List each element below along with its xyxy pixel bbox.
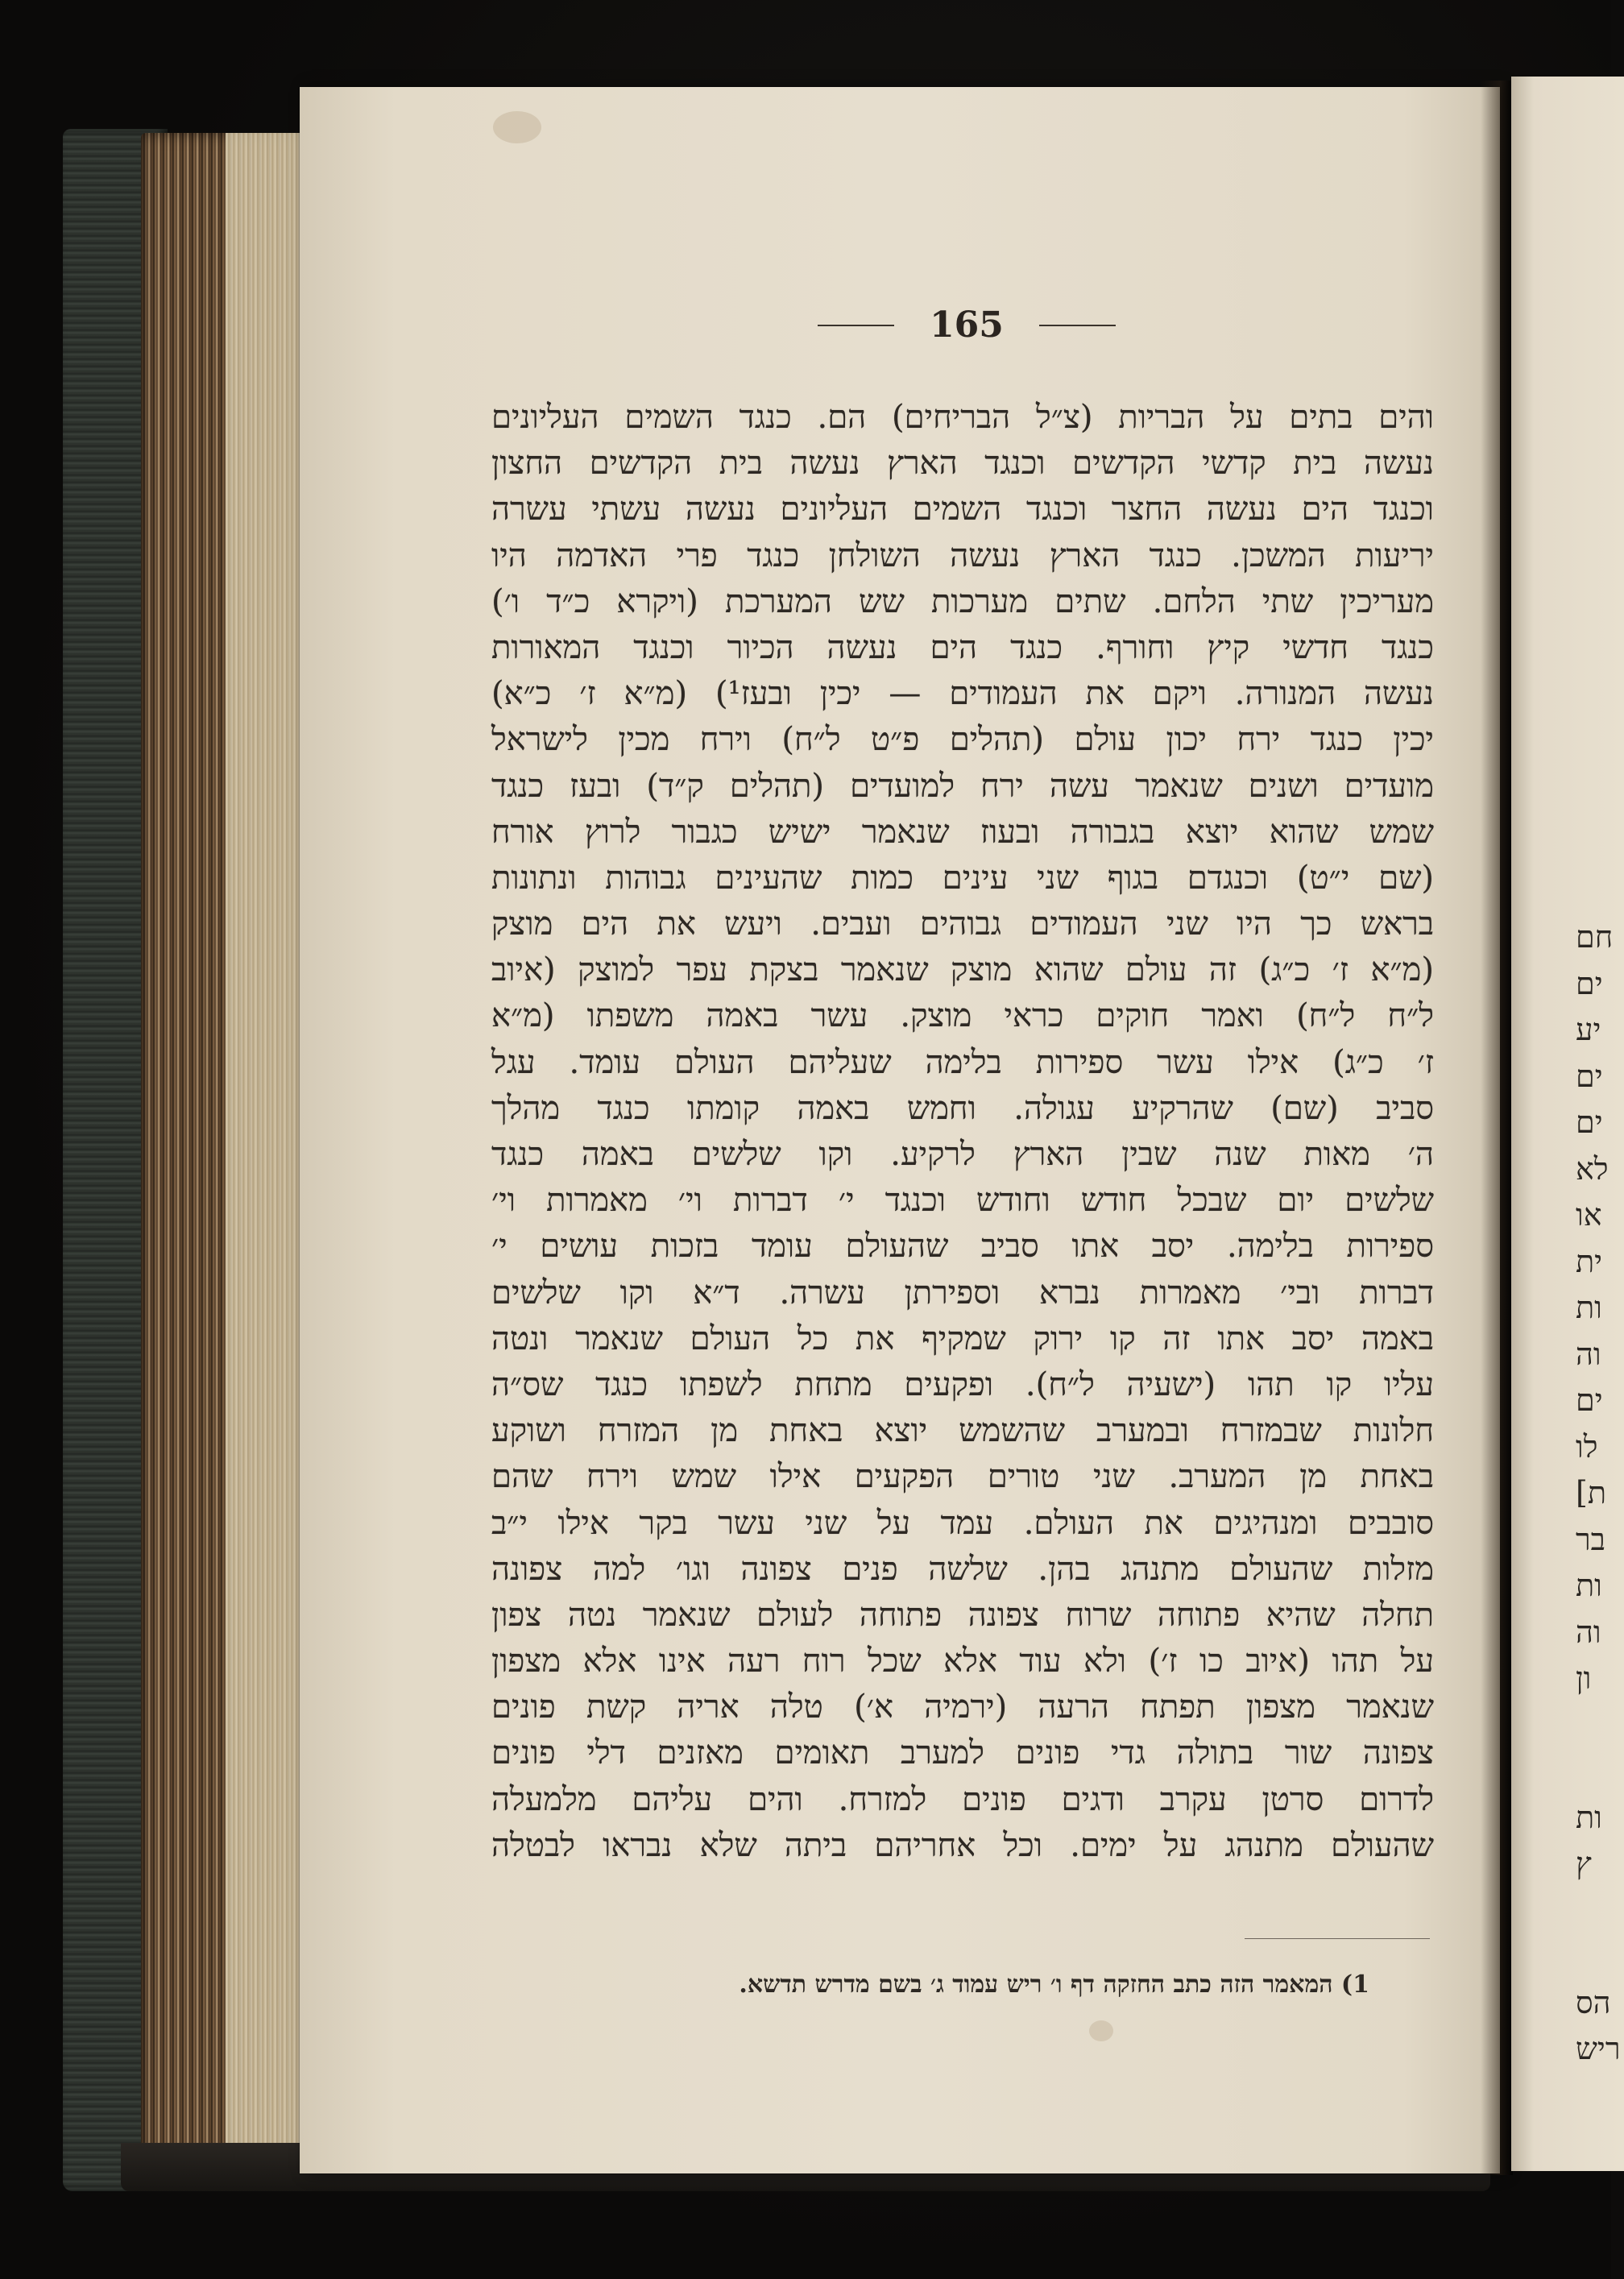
text-line: סובבים ומנהיגים את העולם. עמד על שני עשר בקר אילו י״ב	[491, 1504, 1434, 1542]
facing-fragment: לא	[1576, 1150, 1609, 1187]
facing-fragment: ות	[1576, 1799, 1602, 1835]
facing-fragment: ים	[1576, 1058, 1603, 1094]
facing-fragment: ות	[1576, 1568, 1602, 1603]
facing-fragment: ים	[1576, 1382, 1603, 1418]
page-edges-light	[226, 133, 306, 2171]
text-line: חלונות שבמזרח ובמערב שהשמש יוצא באחת מן המזרח ושוקע	[491, 1412, 1434, 1450]
text-line: על תהו (איוב כו ז׳) ולא עוד אלא שכל רוח רעה אינו אלא מצפון	[491, 1643, 1434, 1680]
text-line: (מ״א ז׳ כ״ג) זה עולם שהוא מוצק שנאמר בצקת עפר למוצק (איוב	[491, 951, 1434, 989]
text-line: לדרום סרטן עקרב ודגים פונים למזרח. והים עליהם מלמעלה	[491, 1780, 1434, 1818]
gutter-shadow	[1481, 81, 1513, 2175]
facing-page-text	[1576, 914, 1621, 2073]
paper-stain	[493, 111, 541, 143]
text-line: וכנגד הים נעשה החצר וכנגד השמים העליונים נעשה עשתי עשרה	[491, 491, 1434, 528]
text-line: דברות ובי׳ מאמרות נברא וספירתן עשרה. ד״א וקו שלשים	[491, 1274, 1434, 1311]
facing-fragment: [ת	[1576, 1475, 1607, 1510]
text-line: שהעולם מתנהג על ימים. וכל אחריהם ביתה שלא נבראו לבטלה	[491, 1826, 1434, 1864]
facing-fragment	[1576, 1748, 1621, 1795]
facing-fragment: ים	[1576, 1104, 1603, 1140]
facing-fragment: ות	[1576, 1290, 1602, 1325]
facing-page	[1511, 77, 1624, 2171]
text-line: מזלות שהעולם מתנהג בהן. שלשה פנים צפונה וגו׳ למה צפונה	[491, 1550, 1434, 1588]
facing-fragment: בר	[1576, 1521, 1605, 1557]
text-line: ה׳ מאות שנה שבין הארץ לרקיע. וקו שלשים באמה כנגד	[491, 1136, 1435, 1173]
facing-fragment: יע	[1576, 1012, 1601, 1047]
text-line: יכין כנגד ירח יכון עולם (תהלים פ״ט ל״ח) וירח מכין לישראל	[491, 721, 1434, 759]
facing-fragment: וה	[1576, 1614, 1601, 1650]
page-header	[806, 305, 1128, 346]
footnote: 1) המאמר הזה כתב החזקה דף ו׳ ריש עמוד ג׳ בשם מדרש תדשא.	[739, 1970, 1369, 1999]
text-line: צפונה שור בתולה גדי פונים למערב תאומים מאזנים דלי פונים	[491, 1734, 1434, 1772]
text-line: תחלה שהיא פתוחה שרוח צפונה פתוחה לעולם שנאמר נטה צפון	[491, 1596, 1434, 1634]
facing-fragment: לו	[1576, 1428, 1598, 1465]
text-line: נעשה המנורה. ויקם את העמודים — יכין ובעז¹) (מ״א ז׳ כ״א)	[491, 675, 1434, 713]
text-line: ספירות בלימה. יסב אתו סביב שהעולם עומד בזכות עושים י׳	[491, 1228, 1435, 1266]
text-line: והים בתים על הבריות (צ״ל הבריחים) הם. כנגד השמים העליונים	[491, 399, 1434, 436]
facing-fragment: וה	[1576, 1336, 1601, 1372]
text-line: בראש כך היו שני העמודים גבוהים ועבים. ויעש את הים מוצק	[491, 905, 1434, 943]
text-line: שמש שהוא יוצא בגבורה ובעוז שנאמר ישיש כגבור לרוץ אורח	[491, 813, 1434, 851]
facing-fragment: ריש	[1576, 2031, 1621, 2066]
facing-fragment: חם	[1576, 919, 1614, 955]
facing-fragment: ץ	[1576, 1846, 1592, 1881]
text-line: מעריכין שתי הלחם. שתים מערכות שש המערכת (ויקרא כ״ד ו׳)	[491, 582, 1434, 620]
header-rule-left	[818, 325, 894, 326]
text-line: שלשים יום שבכל חודש וחודש וכנגד י׳ דברות וי׳ מאמרות וי׳	[491, 1182, 1434, 1220]
facing-fragment: ים	[1576, 965, 1603, 1001]
text-line: עליו קו תהו (ישעיה ל״ח). ופקעים מתחת לשפתו כנגד שס״ה	[491, 1365, 1434, 1403]
header-rule-right	[1039, 325, 1116, 326]
text-line: כנגד חדשי קיץ וחורף. כנגד הים נעשה הכיור וכנגד המאורות	[491, 628, 1434, 666]
text-line: (שם י״ט) וכנגדם בגוף שני עינים כמות שהעינים גבוהות ונתונות	[491, 859, 1434, 897]
facing-fragment	[1576, 1887, 1621, 1934]
facing-fragment: או	[1576, 1197, 1602, 1233]
paper-stain	[1089, 2020, 1113, 2041]
text-line: ל״ח ל״ח) ואמר חוקים כראי מוצק. עשר באמה משפתו (מ״א	[491, 997, 1434, 1035]
footnote-rule	[1245, 1938, 1430, 1939]
text-line: סביב (שם) שהרקיע עגולה. וחמש באמה קומתו כנגד מהלך	[491, 1089, 1434, 1127]
facing-fragment: ית	[1576, 1243, 1603, 1279]
text-line: שנאמר מצפון תפתח הרעה (ירמיה א׳) טלה אריה קשת פונים	[491, 1689, 1434, 1726]
body-text	[491, 395, 1434, 1869]
facing-fragment	[1576, 1702, 1621, 1749]
text-line: נעשה בית קדשי הקדשים וכנגד הארץ נעשה בית הקדשים החצון	[491, 445, 1434, 483]
text-line: באמה יסב אתו זה קו ירוק שמקיף את כל העולם שנאמר ונטה	[491, 1320, 1434, 1357]
text-line: יריעות המשכן. כנגד הארץ נעשה השולחן כנגד פרי האדמה היו	[491, 537, 1434, 574]
facing-fragment	[1576, 1933, 1621, 1980]
facing-fragment: הס	[1576, 1984, 1611, 2020]
facing-fragment: ון	[1576, 1660, 1592, 1696]
text-line: באחת מן המערב. שני טורים הפקעים אילו שמש וירח שהם	[491, 1458, 1434, 1496]
text-line: מועדים ושנים שנאמר עשה ירח למועדים (תהלים ק״ד) ובעז כנגד	[491, 767, 1434, 805]
text-line: ז׳ כ״ג) אילו עשר ספירות בלימה שעליהם העולם עומד. עגל	[491, 1043, 1434, 1081]
page-number: 165	[930, 305, 1004, 346]
